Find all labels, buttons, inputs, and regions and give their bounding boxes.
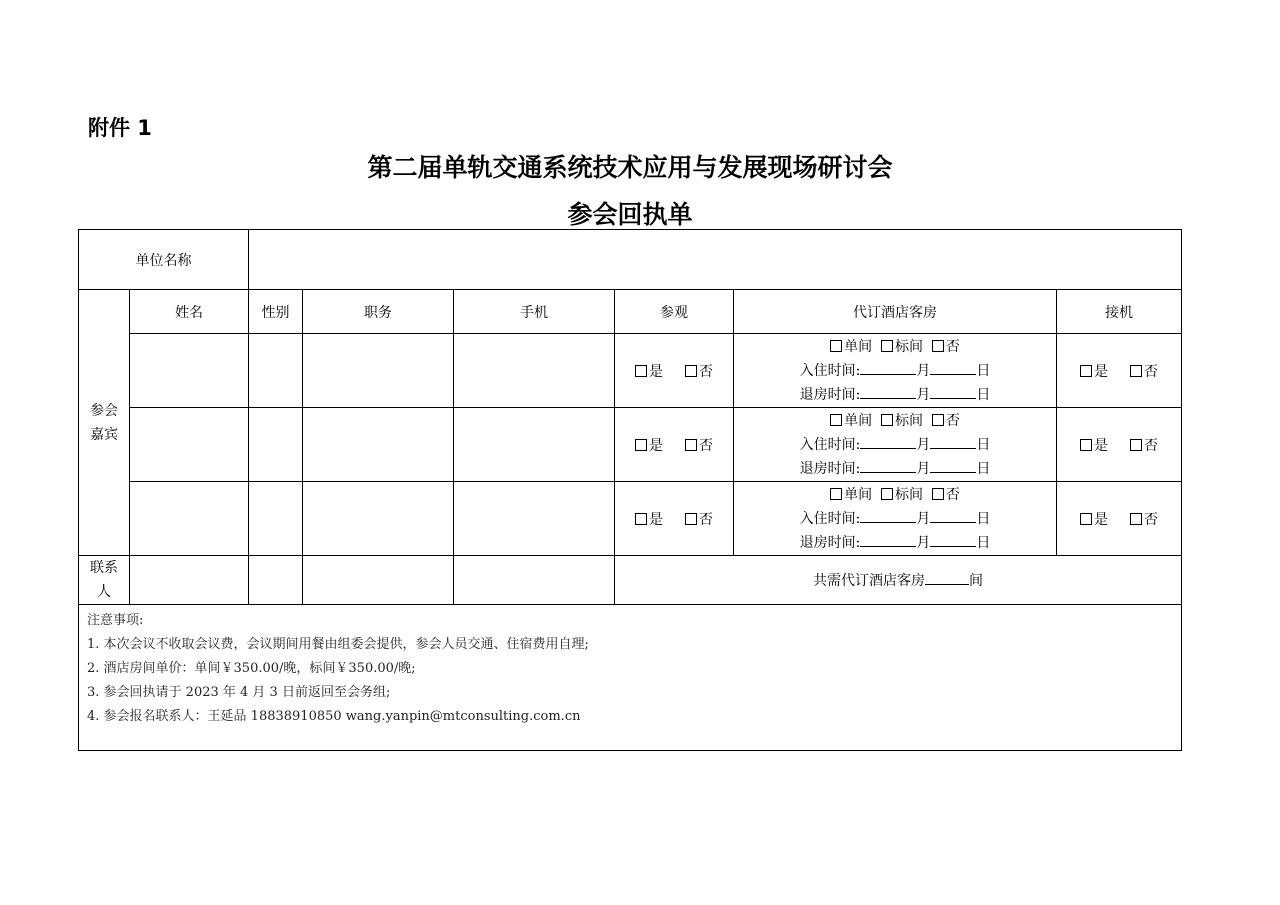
pickup-no-checkbox[interactable]: 否 (1130, 509, 1158, 529)
room-none-checkbox[interactable]: 否 (932, 335, 960, 359)
visit-options (615, 482, 734, 556)
pickup-no-checkbox[interactable]: 否 (1130, 361, 1158, 381)
checkin-line: 入住时间: 月 日 (799, 510, 991, 527)
checkout-day-blank[interactable] (930, 398, 976, 399)
guest-row (79, 334, 1182, 408)
contact-label-line1: 联系 (90, 560, 118, 576)
checkout-line: 退房时间: 月 日 (799, 386, 991, 403)
hotel-options (734, 334, 1057, 408)
visit-no-checkbox[interactable]: 否 (685, 361, 713, 381)
room-standard-checkbox[interactable]: 标间 (881, 335, 923, 359)
registration-form-table (78, 229, 1182, 751)
guest-position-field[interactable] (303, 482, 454, 556)
guest-phone-field[interactable] (454, 334, 615, 408)
checkin-month-blank[interactable] (860, 374, 916, 375)
checkin-day-blank[interactable] (930, 448, 976, 449)
checkout-month-blank[interactable] (860, 472, 916, 473)
notes-section (79, 605, 1182, 751)
room-none-checkbox[interactable]: 否 (932, 409, 960, 433)
unit-name-label: 单位名称 (79, 230, 249, 290)
pickup-no-checkbox[interactable]: 否 (1130, 435, 1158, 455)
header-phone: 手机 (454, 290, 615, 334)
hotel-options (734, 482, 1057, 556)
guest-position-field[interactable] (303, 334, 454, 408)
checkin-day-blank[interactable] (930, 522, 976, 523)
guest-name-field[interactable] (130, 482, 249, 556)
checkout-line: 退房时间: 月 日 (799, 534, 991, 551)
header-name: 姓名 (130, 290, 249, 334)
contact-name-field[interactable] (130, 556, 249, 605)
checkout-line: 退房时间: 月 日 (799, 460, 991, 477)
rooms-count-blank[interactable] (925, 584, 969, 585)
room-single-checkbox[interactable]: 单间 (830, 483, 872, 507)
pickup-options (1057, 408, 1182, 482)
unit-name-field[interactable] (249, 230, 1182, 290)
guest-gender-field[interactable] (249, 482, 303, 556)
notes-item: 4. 参会报名联系人：王延品 18838910850 wang.yanpin@mtconsulting.com.cn (87, 709, 581, 724)
checkin-line: 入住时间: 月 日 (799, 362, 991, 379)
notes-item: 2. 酒店房间单价：单间￥350.00/晚，标间￥350.00/晚; (87, 661, 416, 676)
checkout-day-blank[interactable] (930, 546, 976, 547)
header-pickup: 接机 (1057, 290, 1182, 334)
attachment-label: 附件 1 (88, 116, 152, 140)
pickup-yes-checkbox[interactable]: 是 (1080, 361, 1108, 381)
guests-label-line2: 嘉宾 (90, 426, 118, 443)
checkin-month-blank[interactable] (860, 448, 916, 449)
guest-name-field[interactable] (130, 334, 249, 408)
visit-no-checkbox[interactable]: 否 (685, 509, 713, 529)
contact-phone-field[interactable] (454, 556, 615, 605)
guest-phone-field[interactable] (454, 408, 615, 482)
checkout-day-blank[interactable] (930, 472, 976, 473)
pickup-options (1057, 482, 1182, 556)
pickup-yes-checkbox[interactable]: 是 (1080, 435, 1108, 455)
checkin-day-blank[interactable] (930, 374, 976, 375)
guest-gender-field[interactable] (249, 334, 303, 408)
room-single-checkbox[interactable]: 单间 (830, 409, 872, 433)
notes-item: 1. 本次会议不收取会议费，会议期间用餐由组委会提供，参会人员交通、住宿费用自理; (87, 637, 589, 652)
visit-yes-checkbox[interactable]: 是 (635, 435, 663, 455)
visit-yes-checkbox[interactable]: 是 (635, 361, 663, 381)
hotel-options (734, 408, 1057, 482)
checkin-month-blank[interactable] (860, 522, 916, 523)
guest-gender-field[interactable] (249, 408, 303, 482)
form-subtitle: 参会回执单 (567, 200, 693, 229)
form-title: 第二届单轨交通系统技术应用与发展现场研讨会 (367, 153, 893, 182)
checkout-month-blank[interactable] (860, 398, 916, 399)
checkin-line: 入住时间: 月 日 (799, 436, 991, 453)
guest-name-field[interactable] (130, 408, 249, 482)
contact-row (79, 556, 1182, 605)
header-position: 职务 (303, 290, 454, 334)
contact-label-line2: 人 (97, 584, 111, 600)
checkout-month-blank[interactable] (860, 546, 916, 547)
header-gender: 性别 (249, 290, 303, 334)
rooms-needed: 共需代订酒店客房 间 (615, 556, 1182, 605)
visit-options (615, 408, 734, 482)
notes-heading: 注意事项: (87, 613, 144, 628)
guest-row (79, 482, 1182, 556)
room-single-checkbox[interactable]: 单间 (830, 335, 872, 359)
room-none-checkbox[interactable]: 否 (932, 483, 960, 507)
guests-label-line1: 参会 (90, 402, 118, 419)
header-visit: 参观 (615, 290, 734, 334)
contact-gender-field[interactable] (249, 556, 303, 605)
header-hotel: 代订酒店客房 (734, 290, 1057, 334)
notes-item: 3. 参会回执请于 2023 年 4 月 3 日前返回至会务组; (87, 685, 391, 700)
guest-row (79, 408, 1182, 482)
visit-yes-checkbox[interactable]: 是 (635, 509, 663, 529)
room-standard-checkbox[interactable]: 标间 (881, 409, 923, 433)
guest-position-field[interactable] (303, 408, 454, 482)
visit-options (615, 334, 734, 408)
guests-label (79, 290, 130, 556)
pickup-yes-checkbox[interactable]: 是 (1080, 509, 1108, 529)
contact-position-field[interactable] (303, 556, 454, 605)
visit-no-checkbox[interactable]: 否 (685, 435, 713, 455)
pickup-options (1057, 334, 1182, 408)
room-standard-checkbox[interactable]: 标间 (881, 483, 923, 507)
guest-phone-field[interactable] (454, 482, 615, 556)
contact-label (79, 556, 130, 605)
